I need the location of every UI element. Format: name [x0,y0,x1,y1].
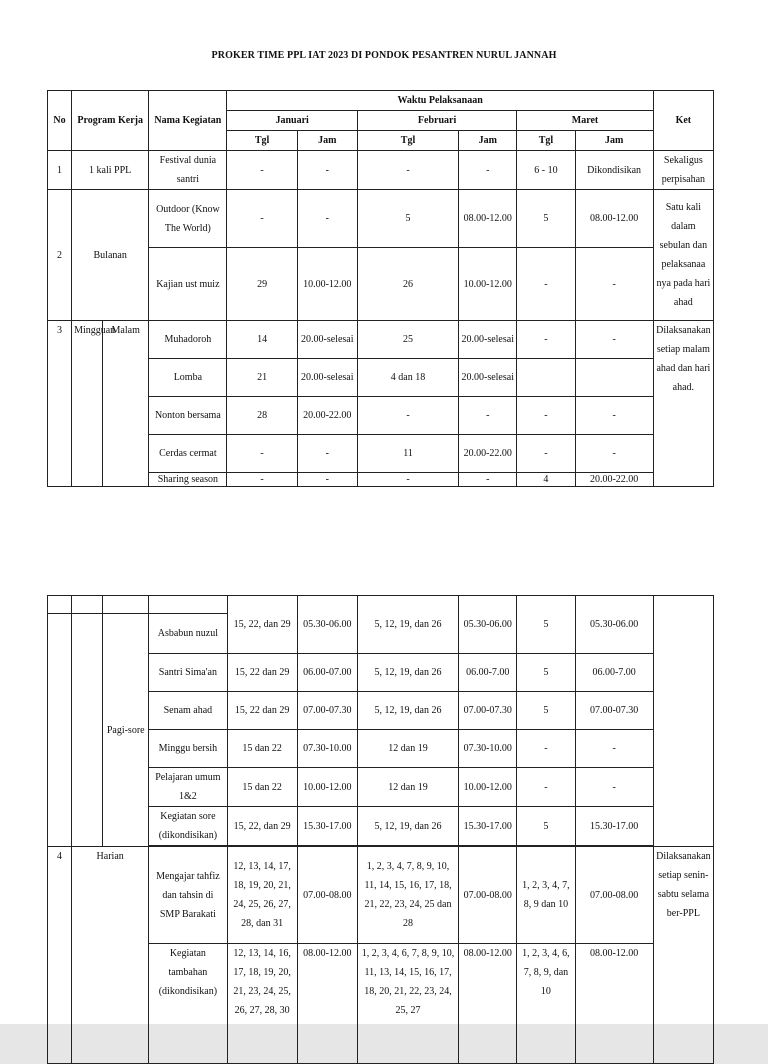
cell-feb-jam: 10.00-12.00 [459,248,517,321]
cell-ket: Sekaligus perpisahan [653,151,713,190]
cell-jan-jam: 06.00-07.00 [297,654,357,692]
cell-feb-jam: 15.30-17.00 [459,807,517,846]
cell-jan-tgl: 12, 13, 14, 16, 17, 18, 19, 20, 21, 23, 24, 25, 26, 27, 28, 30 [227,944,297,1064]
cell-feb-tgl: 5, 12, 19, dan 26 [357,807,458,846]
cell-feb-tgl: 5, 12, 19, dan 26 [357,596,458,654]
cell-mar-jam: Dikondisikan [575,151,653,190]
cell-kegiatan: Festival dunia santri [149,151,227,190]
cell-kegiatan: Senam ahad [149,692,227,730]
cell-feb-jam: - [459,151,517,190]
cell-empty [653,596,713,847]
cell-jan-jam: - [297,473,357,487]
header-februari: Februari [357,111,516,131]
cell-feb-jam: 08.00-12.00 [459,190,517,248]
cell-feb-tgl: - [357,151,458,190]
cell-jan-tgl: 15, 22 dan 29 [227,692,297,730]
cell-mar-tgl [517,359,575,397]
cell-mar-tgl: 5 [517,692,575,730]
cell-mar-jam: 05.30-06.00 [575,596,653,654]
table-row [48,847,714,944]
cell-mar-jam: - [575,730,653,768]
cell-empty [48,614,72,847]
cell-empty [72,596,103,614]
cell-mar-jam: - [575,248,653,321]
header-no: No [48,91,72,151]
cell-kegiatan: Kegiatan tambahan (dikondisikan) [149,944,227,1064]
cell-feb-jam: - [459,473,517,487]
cell-feb-tgl: 26 [357,248,458,321]
cell-kegiatan: Cerdas cermat [149,435,227,473]
cell-kegiatan: Mengajar tahfiz dan tahsin di SMP Barakati [149,847,227,944]
cell-jan-tgl: 21 [227,359,297,397]
table-row [48,151,714,190]
cell-feb-tgl: - [357,397,458,435]
cell-feb-tgl: 12 dan 19 [357,768,458,807]
cell-jan-tgl: 15, 22, dan 29 [227,596,297,654]
cell-feb-tgl: 5, 12, 19, dan 26 [357,692,458,730]
cell-kegiatan: Santri Sima'an [149,654,227,692]
cell-kegiatan: Minggu bersih [149,730,227,768]
cell-feb-tgl: 5, 12, 19, dan 26 [357,654,458,692]
cell-mar-tgl: - [517,435,575,473]
header-ket: Ket [653,91,713,151]
cell-kegiatan: Outdoor (Know The World) [149,190,227,248]
cell-mar-tgl: 5 [517,807,575,846]
cell-kegiatan: Muhadoroh [149,321,227,359]
cell-no: 3 [48,321,72,487]
cell-ket: Dilaksanakan setiap senin-sabtu selama ber-PPL [653,847,713,1064]
cell-mar-jam: - [575,435,653,473]
cell-feb-tgl: 1, 2, 3, 4, 7, 8, 9, 10, 11, 14, 15, 16, 17, 18, 21, 22, 23, 24, 25 dan 28 [357,847,458,944]
schedule-table-part-1 [47,90,714,487]
header-januari: Januari [227,111,357,131]
cell-mar-tgl: - [517,768,575,807]
cell-jan-jam: 07.00-08.00 [297,847,357,944]
cell-jan-tgl: 29 [227,248,297,321]
header-maret: Maret [517,111,653,131]
cell-mar-tgl: - [517,248,575,321]
cell-jan-jam: 05.30-06.00 [297,596,357,654]
cell-mar-jam: - [575,321,653,359]
cell-kegiatan: Sharing season [149,473,227,487]
cell-program: Mingguan [72,321,103,487]
cell-feb-jam: 07.00-08.00 [459,847,517,944]
cell-jan-tgl: - [227,151,297,190]
cell-kegiatan: Pelajaran umum 1&2 [149,768,227,807]
cell-kegiatan: Lomba [149,359,227,397]
cell-kegiatan: Kajian ust muiz [149,248,227,321]
cell-jan-jam: - [297,190,357,248]
cell-feb-jam: 20.00-22.00 [459,435,517,473]
cell-mar-jam: 15.30-17.00 [575,807,653,846]
document-title: PROKER TIME PPL IAT 2023 DI PONDOK PESANTREN NURUL JANNAH [211,50,557,61]
cell-jan-jam: - [297,435,357,473]
header-nama-kegiatan: Nama Kegiatan [149,91,227,151]
cell-jan-tgl: 14 [227,321,297,359]
cell-kegiatan: Kegiatan sore (dikondisikan) [149,807,227,846]
cell-mar-jam: - [575,768,653,807]
cell-empty [103,596,149,614]
cell-mar-tgl: - [517,397,575,435]
cell-mar-tgl: - [517,321,575,359]
cell-mar-jam: 20.00-22.00 [575,473,653,487]
cell-feb-tgl: 11 [357,435,458,473]
header-jam: Jam [575,131,653,151]
header-tgl: Tgl [357,131,458,151]
cell-jan-jam: 10.00-12.00 [297,248,357,321]
cell-program: Bulanan [72,190,149,321]
cell-mar-tgl: 5 [517,596,575,654]
cell-feb-tgl: 4 dan 18 [357,359,458,397]
cell-mar-jam: 07.00-07.30 [575,692,653,730]
cell-empty [48,596,72,614]
cell-program: Harian [72,847,149,1064]
cell-jan-jam: 15.30-17.00 [297,807,357,846]
cell-mar-tgl: - [517,730,575,768]
cell-mar-tgl: 6 - 10 [517,151,575,190]
schedule-table-part-2 [47,595,714,1064]
page-2-clip [47,595,715,1024]
cell-mar-tgl: 1, 2, 3, 4, 7, 8, 9 dan 10 [517,847,575,944]
cell-no: 4 [48,847,72,1064]
cell-feb-tgl: - [357,473,458,487]
cell-feb-jam: 10.00-12.00 [459,768,517,807]
cell-feb-jam: 07.00-07.30 [459,692,517,730]
cell-mar-jam: 08.00-12.00 [575,944,653,1064]
cell-mar-jam: 07.00-08.00 [575,847,653,944]
cell-ket: Satu kali dalam sebulan dan pelaksanaa nya pada hari ahad [653,190,713,321]
cell-mar-tgl: 1, 2, 3, 4, 6, 7, 8, 9, dan 10 [517,944,575,1064]
header-waktu-pelaksanaan: Waktu Pelaksanaan [227,91,653,111]
cell-feb-jam: 20.00-selesai [459,321,517,359]
cell-mar-jam [575,359,653,397]
cell-jan-jam: 07.00-07.30 [297,692,357,730]
cell-kegiatan: Nonton bersama [149,397,227,435]
cell-jan-jam: - [297,151,357,190]
cell-feb-tgl: 1, 2, 3, 4, 6, 7, 8, 9, 10, 11, 13, 14, 15, 16, 17, 18, 20, 21, 22, 23, 24, 25, 27 [357,944,458,1064]
cell-mar-tgl: 5 [517,190,575,248]
cell-mar-jam: - [575,397,653,435]
cell-sub-program: Pagi-sore [103,614,149,847]
cell-feb-tgl: 25 [357,321,458,359]
cell-jan-tgl: 28 [227,397,297,435]
cell-sub-program: Malam [103,321,149,487]
cell-jan-tgl: 15, 22, dan 29 [227,807,297,846]
table-row [48,190,714,248]
cell-no: 1 [48,151,72,190]
cell-feb-jam: 06.00-7.00 [459,654,517,692]
cell-empty [149,596,227,614]
header-program-kerja: Program Kerja [72,91,149,151]
header-tgl: Tgl [517,131,575,151]
cell-feb-tgl: 5 [357,190,458,248]
cell-jan-jam: 08.00-12.00 [297,944,357,1064]
cell-no: 2 [48,190,72,321]
cell-jan-jam: 07.30-10.00 [297,730,357,768]
table-row [48,321,714,359]
cell-feb-jam: 07.30-10.00 [459,730,517,768]
table-row [48,596,714,614]
cell-feb-tgl: 12 dan 19 [357,730,458,768]
cell-jan-jam: 20.00-selesai [297,359,357,397]
cell-kegiatan: Asbabun nuzul [149,614,227,654]
cell-empty [72,614,103,847]
cell-feb-jam: 20.00-selesai [459,359,517,397]
cell-jan-tgl: 15 dan 22 [227,768,297,807]
cell-jan-tgl: - [227,473,297,487]
cell-feb-jam: - [459,397,517,435]
cell-mar-tgl: 4 [517,473,575,487]
cell-jan-tgl: 15, 22 dan 29 [227,654,297,692]
cell-jan-tgl: - [227,190,297,248]
header-tgl: Tgl [227,131,297,151]
cell-mar-tgl: 5 [517,654,575,692]
cell-feb-jam: 08.00-12.00 [459,944,517,1064]
cell-mar-jam: 08.00-12.00 [575,190,653,248]
cell-jan-tgl: - [227,435,297,473]
cell-jan-tgl: 12, 13, 14, 17, 18, 19, 20, 21, 24, 25, 26, 27, 28, dan 31 [227,847,297,944]
cell-jan-tgl: 15 dan 22 [227,730,297,768]
header-jam: Jam [459,131,517,151]
header-jam: Jam [297,131,357,151]
cell-ket: Dilaksanakan setiap malam ahad dan hari ahad. [653,321,713,487]
cell-jan-jam: 20.00-22.00 [297,397,357,435]
cell-jan-jam: 20.00-selesai [297,321,357,359]
cell-mar-jam: 06.00-7.00 [575,654,653,692]
cell-feb-jam: 05.30-06.00 [459,596,517,654]
cell-jan-jam: 10.00-12.00 [297,768,357,807]
cell-program: 1 kali PPL [72,151,149,190]
